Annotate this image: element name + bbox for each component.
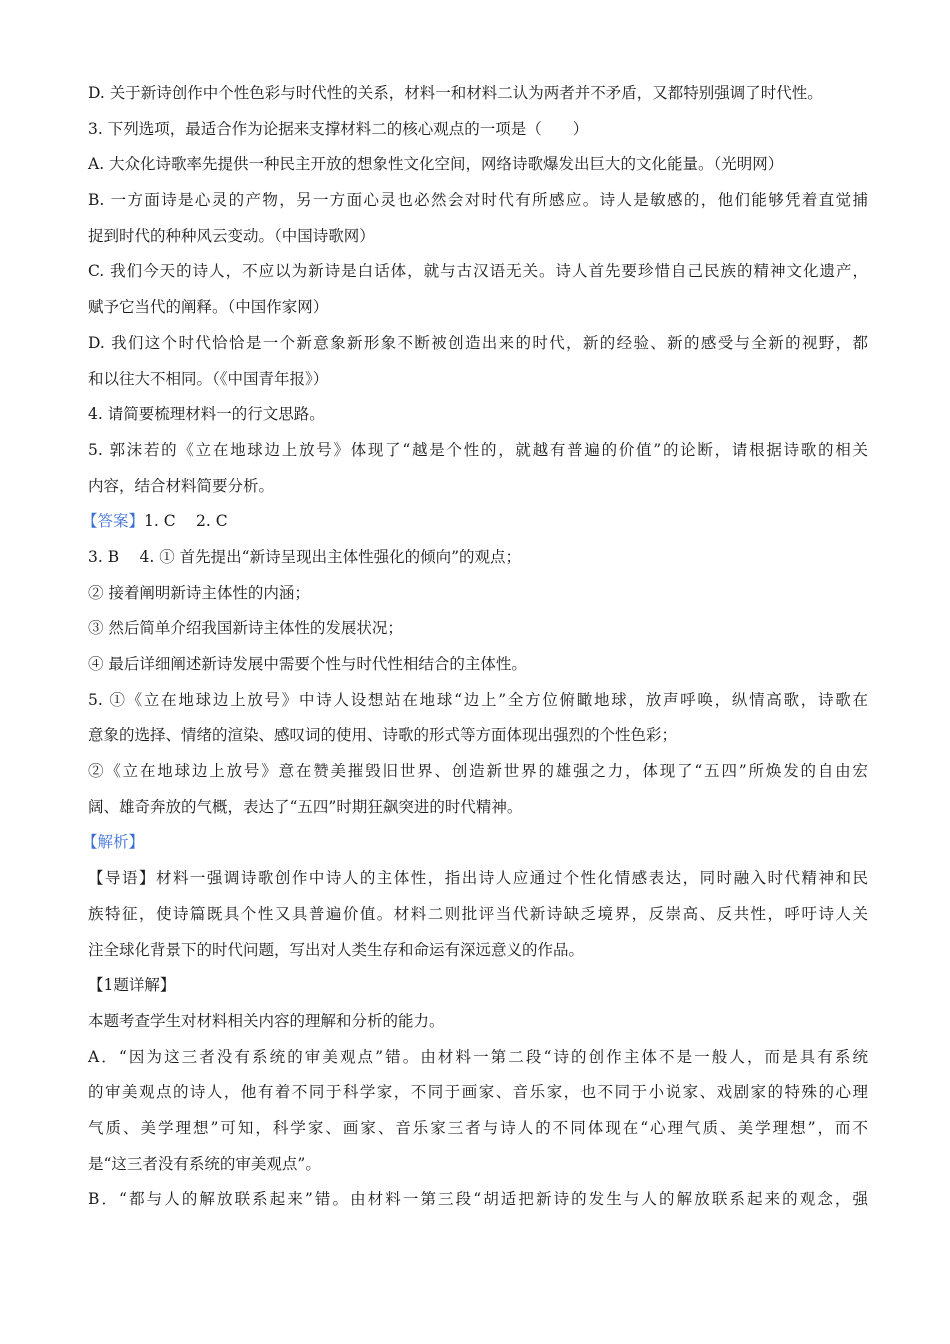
answer-line: ②《立在地球边上放号》意在赞美摧毁旧世界、创造新世界的雄强之力，体现了“五四”所焕发的自由宏 <box>88 762 868 781</box>
answer-line: ② 接着阐明新诗主体性的内涵； <box>88 583 310 602</box>
answer-first: 1. C 2. C <box>144 512 228 531</box>
answer-line: 阔、雄奇奔放的气概，表达了“五四”时期狂飙突进的时代精神。 <box>88 797 523 816</box>
option-b-line-1: B. 一方面诗是心灵的产物，另一方面心灵也必然会对时代有所感应。诗人是敏感的，他们能够凭着直觉捕 <box>88 191 868 210</box>
analysis-line: 气质、美学理想”可知，科学家、画家、音乐家三者与诗人的不同体现在“心理气质、美学理想”，而不 <box>88 1118 868 1137</box>
answer-line: 意象的选择、情绪的渲染、感叹词的使用、诗歌的形式等方面体现出强烈的个性色彩； <box>88 726 678 745</box>
question-5-line-2: 内容，结合材料简要分析。 <box>88 476 275 495</box>
option-d-line: D. 关于新诗创作中个性色彩与时代性的关系，材料一和材料二认为两者并不矛盾，又都特别强调了时代性。 <box>88 84 823 102</box>
analysis-line: 注全球化背景下的时代问题，写出对人类生存和命运有深远意义的作品。 <box>88 940 585 959</box>
answer-heading <box>82 504 868 540</box>
analysis-line: 的审美观点的诗人，他有着不同于科学家，不同于画家、音乐家，也不同于小说家、戏剧家的特殊的心理 <box>88 1083 868 1102</box>
option-c-line-2: 赋予它当代的阐释。（中国作家网） <box>88 298 329 317</box>
analysis-subheading: 【1题详解】 <box>88 976 176 995</box>
question-5-line-1: 5. 郭沫若的《立在地球边上放号》体现了“越是个性的，就越有普遍的价值”的论断，请根据诗歌的相关 <box>88 440 868 459</box>
analysis-line: A．“因为这三者没有系统的审美观点”错。由材料一第二段“诗的创作主体不是一般人，而是具有系统 <box>88 1047 868 1066</box>
option-d2-line-2: 和以往大不相同。（《中国青年报》） <box>88 369 329 388</box>
answer-line: 5. ①《立在地球边上放号》中诗人设想站在地球“边上”全方位俯瞰地球，放声呼唤，纵情高歌，诗歌在 <box>88 690 868 709</box>
option-b-line-2: 捉到时代的种种风云变动。（中国诗歌网） <box>88 226 375 245</box>
analysis-line: 【导语】材料一强调诗歌创作中诗人的主体性，指出诗人应通过个性化情感表达，同时融入时代精神和民 <box>88 869 868 888</box>
analysis-line: 族特征，使诗篇既具个性又具普遍价值。材料二则批评当代新诗缺乏境界，反崇高、反共性，呼吁诗人关 <box>88 904 868 923</box>
answer-line: ④ 最后详细阐述新诗发展中需要个性与时代性相结合的主体性。 <box>88 655 527 673</box>
analysis-line: 是“这三者没有系统的审美观点”。 <box>88 1154 321 1173</box>
analysis-line: B．“都与人的解放联系起来”错。由材料一第三段“胡适把新诗的发生与人的解放联系起来的观念，强 <box>88 1190 868 1209</box>
analysis-heading <box>82 825 868 861</box>
option-a-line: A. 大众化诗歌率先提供一种民主开放的想象性文化空间，网络诗歌爆发出巨大的文化能量。（光明网） <box>88 155 784 174</box>
answer-line: 3. B 4. ① 首先提出“新诗呈现出主体性强化的倾向”的观点； <box>88 547 522 566</box>
question-3: 3. 下列选项，最适合作为论据来支撑材料二的核心观点的一项是（ ） <box>88 119 589 138</box>
option-d2-line-1: D. 我们这个时代恰恰是一个新意象新形象不断被创造出来的时代，新的经验、新的感受与全新的视野，都 <box>88 333 868 352</box>
answer-line: ③ 然后简单介绍我国新诗主体性的发展状况； <box>88 619 403 638</box>
answer-tag: 【答案】 <box>82 512 145 531</box>
question-4: 4. 请简要梳理材料一的行文思路。 <box>88 405 325 424</box>
analysis-line: 本题考查学生对材料相关内容的理解和分析的能力。 <box>88 1011 445 1030</box>
document-page <box>82 76 868 1218</box>
option-c-line-1: C. 我们今天的诗人，不应以为新诗是白话体，就与古汉语无关。诗人首先要珍惜自己民族的精神文化遗产， <box>88 262 868 281</box>
analysis-tag: 【解析】 <box>82 833 145 852</box>
